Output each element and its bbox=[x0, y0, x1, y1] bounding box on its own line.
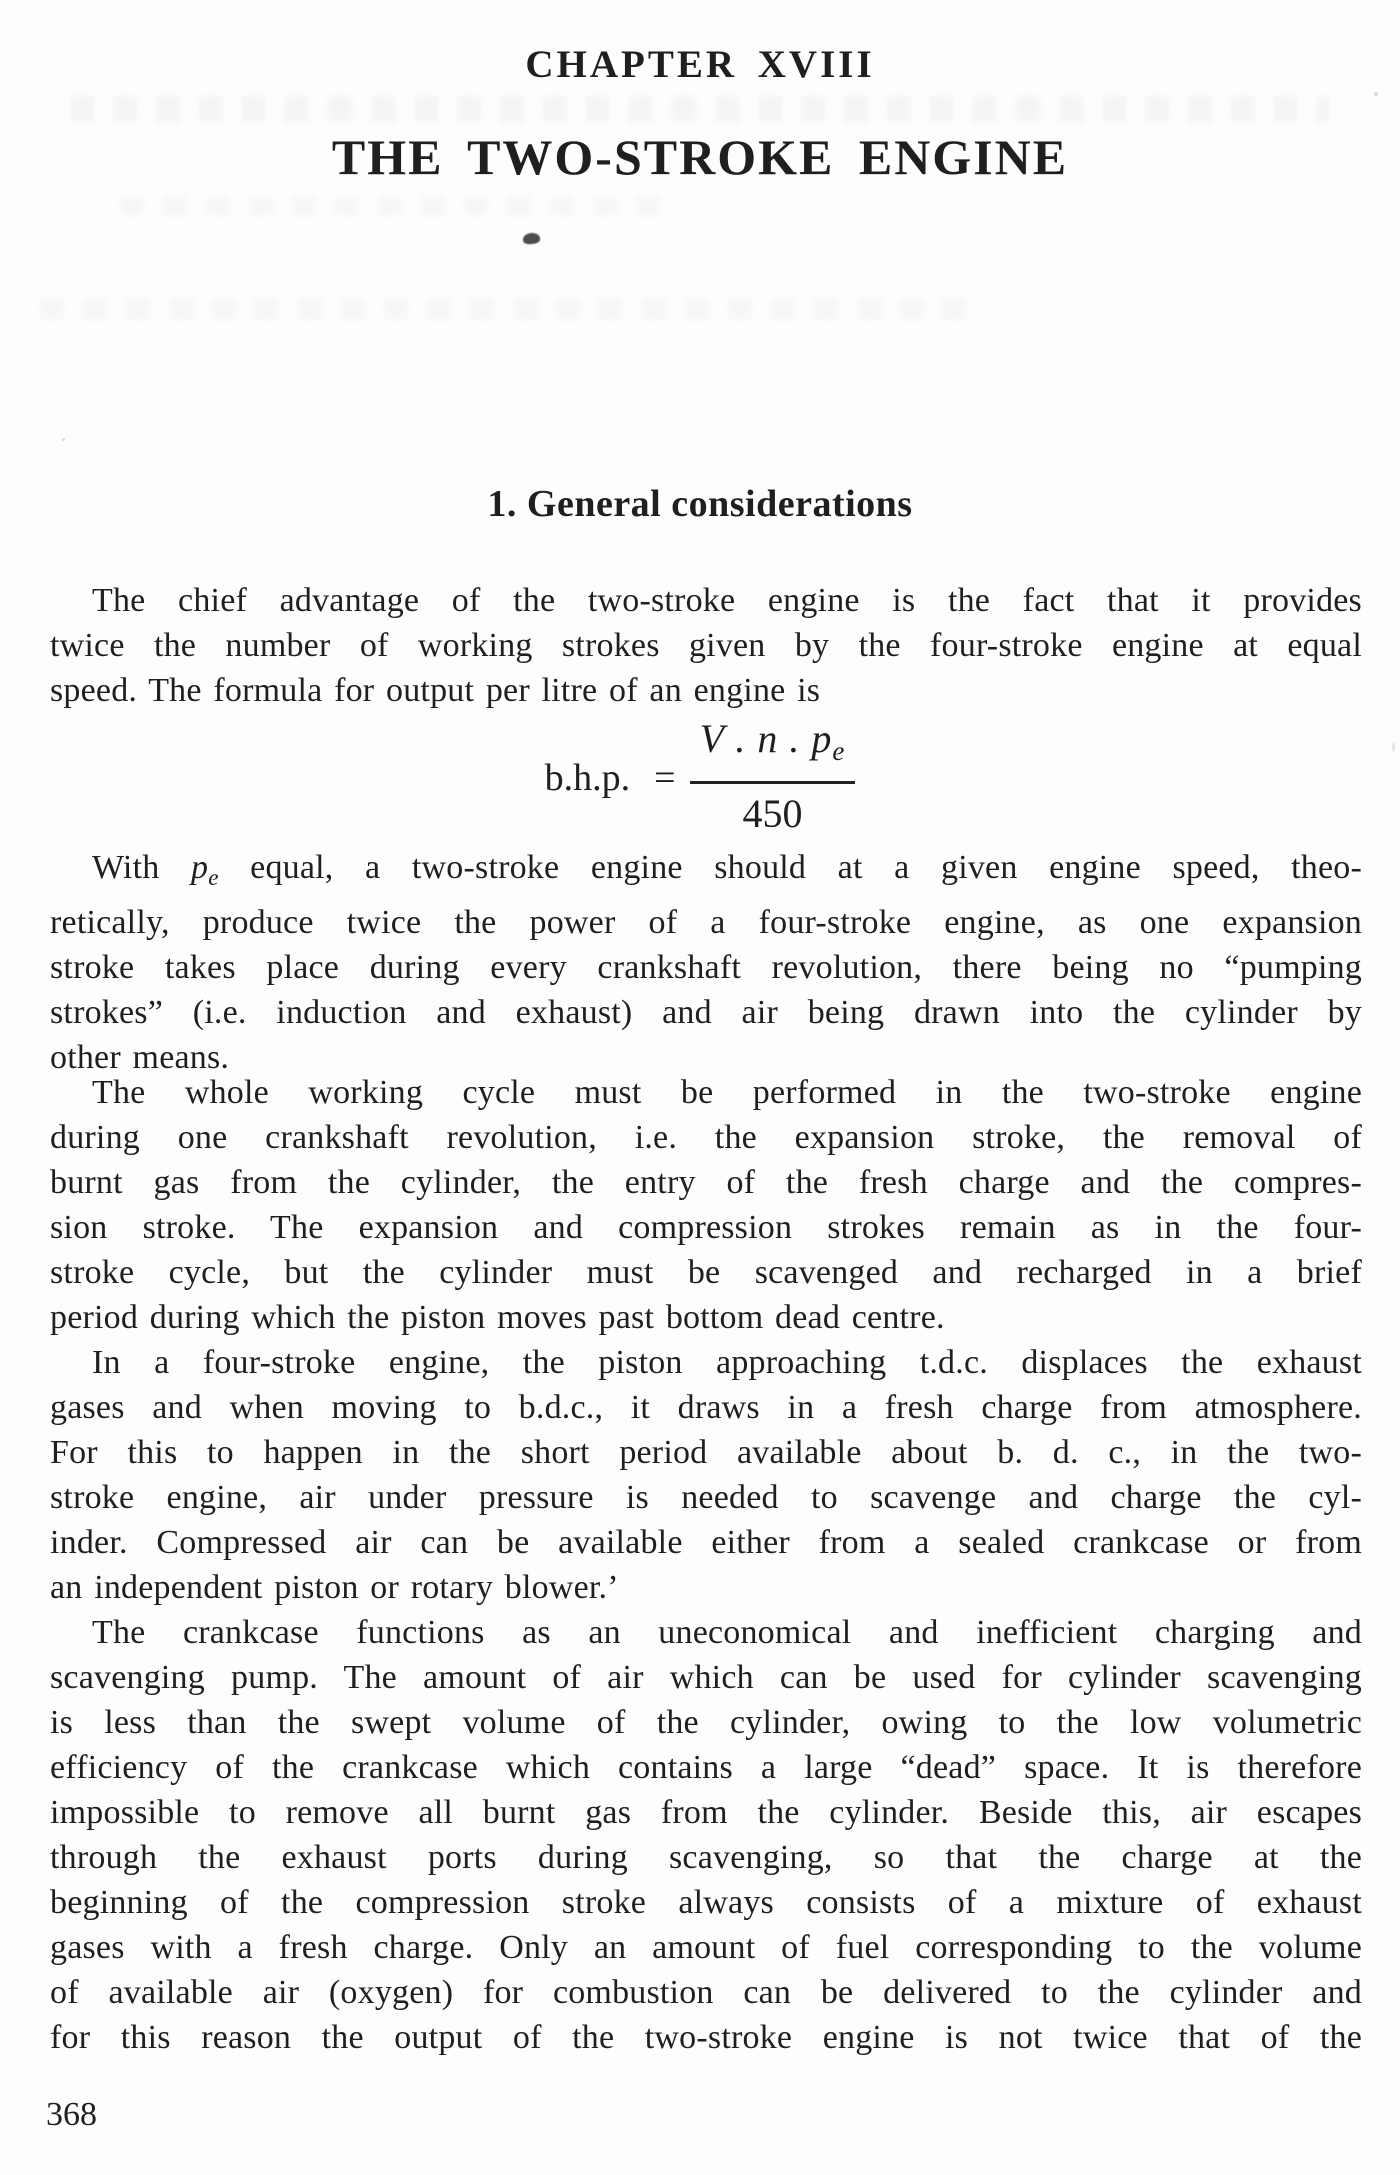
text-line: sion stroke. The expansion and compression strokes remain as in the four- bbox=[50, 1209, 1362, 1246]
text-line: burnt gas from the cylinder, the entry of the fresh charge and the compres- bbox=[50, 1164, 1362, 1201]
text-line: strokes” (i.e. induction and exhaust) and air being drawn into the cylinder by bbox=[50, 994, 1362, 1031]
chapter-heading: CHAPTER XVIII bbox=[525, 43, 875, 86]
text-line: stroke cycle, but the cylinder must be scavenged and recharged in a brief bbox=[50, 1254, 1362, 1291]
scan-fleck bbox=[62, 438, 65, 441]
text-line: impossible to remove all burnt gas from the cylinder. Beside this, air escapes bbox=[50, 1794, 1362, 1831]
text-line: period during which the piston moves past bottom dead centre. bbox=[50, 1299, 945, 1336]
paragraph-5 bbox=[50, 1610, 1362, 2060]
section-heading: 1. General considerations bbox=[487, 483, 913, 525]
text-line: through the exhaust ports during scavenging, so that the charge at the bbox=[50, 1839, 1362, 1876]
text-line: The crankcase functions as an uneconomical and inefficient charging and bbox=[92, 1614, 1362, 1651]
formula-denominator: 450 bbox=[742, 790, 803, 836]
text-line: during one crankshaft revolution, i.e. the expansion stroke, the removal of bbox=[50, 1119, 1362, 1156]
text-line: other means. bbox=[50, 1039, 230, 1076]
paragraph-1 bbox=[50, 578, 1362, 713]
text-line: beginning of the compression stroke always consists of a mixture of exhaust bbox=[50, 1884, 1362, 1921]
bleed-through-artifact bbox=[120, 196, 660, 216]
formula-fraction bbox=[690, 717, 856, 836]
text-line: scavenging pump. The amount of air which can be used for cylinder scavenging bbox=[50, 1659, 1362, 1696]
formula-bhp bbox=[0, 715, 1400, 836]
text-line: gases with a fresh charge. Only an amount of fuel corresponding to the volume bbox=[50, 1929, 1362, 1966]
text-line: In a four-stroke engine, the piston approaching t.d.c. displaces the exhaust bbox=[92, 1344, 1362, 1381]
page-number: 368 bbox=[46, 2096, 97, 2133]
text-line: retically, produce twice the power of a four-stroke engine, as one expansion bbox=[50, 904, 1362, 941]
page-title: THE TWO-STROKE ENGINE bbox=[331, 129, 1069, 185]
text-line: With $p_e$ equal, a two-stroke engine should at a given engine speed, theo- bbox=[92, 849, 1362, 890]
text-line: for this reason the output of the two-stroke engine is not twice that of the bbox=[50, 2019, 1362, 2056]
formula-equals: = bbox=[654, 757, 676, 799]
formula-numerator: V . n . $p_e$ bbox=[690, 717, 856, 784]
bleed-through-artifact bbox=[70, 96, 1330, 122]
text-line: stroke takes place during every crankshaft revolution, there being no “pumping bbox=[50, 949, 1362, 986]
formula-lhs: b.h.p. bbox=[544, 757, 631, 799]
text-line: The whole working cycle must be performed in the two-stroke engine bbox=[92, 1074, 1362, 1111]
text-line: stroke engine, air under pressure is needed to scavenge and charge the cyl- bbox=[50, 1479, 1362, 1516]
paragraph-4 bbox=[50, 1340, 1362, 1610]
text-line: gases and when moving to b.d.c., it draws in a fresh charge from atmosphere. bbox=[50, 1389, 1362, 1426]
paragraph-2 bbox=[50, 845, 1362, 1080]
scan-fleck bbox=[1374, 92, 1378, 96]
paragraph-3 bbox=[50, 1070, 1362, 1340]
ink-speck bbox=[522, 232, 540, 245]
text-line: an independent piston or rotary blower.’ bbox=[50, 1569, 619, 1606]
text-line: efficiency of the crankcase which contains a large “dead” space. It is therefore bbox=[50, 1749, 1362, 1786]
text-line: of available air (oxygen) for combustion can be delivered to the cylinder and bbox=[50, 1974, 1362, 2011]
text-line: is less than the swept volume of the cylinder, owing to the low volumetric bbox=[50, 1704, 1362, 1741]
text-line: inder. Compressed air can be available either from a sealed crankcase or from bbox=[50, 1524, 1362, 1561]
bleed-through-artifact bbox=[40, 298, 970, 320]
text-line: speed. The formula for output per litre of an engine is bbox=[50, 672, 821, 709]
text-line: For this to happen in the short period available about b. d. c., in the two- bbox=[50, 1434, 1362, 1471]
text-line: twice the number of working strokes given by the four-stroke engine at equal bbox=[50, 627, 1362, 664]
text-line: The chief advantage of the two-stroke engine is the fact that it provides bbox=[92, 582, 1362, 619]
